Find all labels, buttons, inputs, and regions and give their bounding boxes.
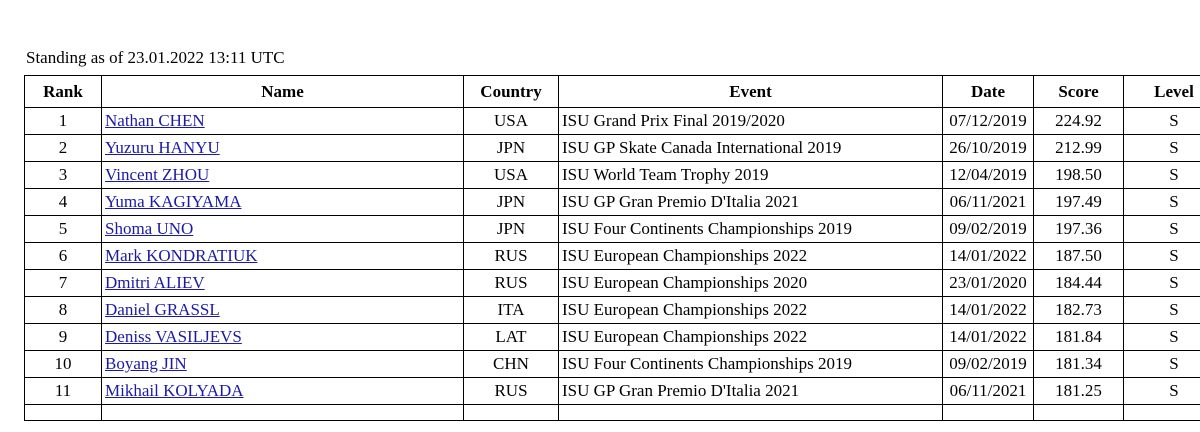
empty-cell (464, 405, 559, 421)
rank-cell: 11 (25, 378, 102, 405)
column-header-country: Country (464, 76, 559, 108)
score-cell: 181.34 (1034, 351, 1124, 378)
name-cell (102, 189, 464, 216)
event-cell: ISU GP Gran Premio D'Italia 2021 (559, 378, 943, 405)
date-cell: 07/12/2019 (943, 108, 1034, 135)
event-cell: ISU GP Gran Premio D'Italia 2021 (559, 189, 943, 216)
country-cell: USA (464, 108, 559, 135)
empty-cell (1034, 405, 1124, 421)
level-cell: S (1124, 297, 1200, 324)
country-cell: JPN (464, 189, 559, 216)
score-cell: 198.50 (1034, 162, 1124, 189)
level-cell: S (1124, 216, 1200, 243)
empty-cell (943, 405, 1034, 421)
score-cell: 197.36 (1034, 216, 1124, 243)
country-cell: JPN (464, 135, 559, 162)
table-row (25, 216, 1200, 243)
skater-name-link[interactable]: Daniel GRASSL (105, 300, 220, 319)
name-cell (102, 108, 464, 135)
column-header-level: Level (1124, 76, 1200, 108)
country-cell: USA (464, 162, 559, 189)
table-row (25, 270, 1200, 297)
skater-name-link[interactable]: Deniss VASILJEVS (105, 327, 242, 346)
score-cell: 181.25 (1034, 378, 1124, 405)
score-cell: 181.84 (1034, 324, 1124, 351)
name-cell (102, 162, 464, 189)
rank-cell: 8 (25, 297, 102, 324)
country-cell: ITA (464, 297, 559, 324)
event-cell: ISU Four Continents Championships 2019 (559, 216, 943, 243)
empty-cell (1124, 405, 1200, 421)
skater-name-link[interactable]: Mikhail KOLYADA (105, 381, 244, 400)
rank-cell: 1 (25, 108, 102, 135)
column-header-score: Score (1034, 76, 1124, 108)
level-cell: S (1124, 108, 1200, 135)
empty-cell (559, 405, 943, 421)
date-cell: 14/01/2022 (943, 297, 1034, 324)
name-cell (102, 243, 464, 270)
rank-cell: 7 (25, 270, 102, 297)
event-cell: ISU European Championships 2020 (559, 270, 943, 297)
score-cell: 182.73 (1034, 297, 1124, 324)
level-cell: S (1124, 135, 1200, 162)
skater-name-link[interactable]: Dmitri ALIEV (105, 273, 205, 292)
country-cell: RUS (464, 378, 559, 405)
name-cell (102, 351, 464, 378)
score-cell: 184.44 (1034, 270, 1124, 297)
table-row (25, 162, 1200, 189)
rank-cell: 6 (25, 243, 102, 270)
date-cell: 23/01/2020 (943, 270, 1034, 297)
level-cell: S (1124, 378, 1200, 405)
table-row (25, 324, 1200, 351)
name-cell (102, 297, 464, 324)
standings-table (24, 75, 1200, 421)
table-row (25, 243, 1200, 270)
event-cell: ISU World Team Trophy 2019 (559, 162, 943, 189)
level-cell: S (1124, 351, 1200, 378)
column-header-name: Name (102, 76, 464, 108)
score-cell: 187.50 (1034, 243, 1124, 270)
level-cell: S (1124, 324, 1200, 351)
rank-cell: 3 (25, 162, 102, 189)
level-cell: S (1124, 162, 1200, 189)
score-cell: 212.99 (1034, 135, 1124, 162)
table-row-partial (25, 405, 1200, 421)
date-cell: 06/11/2021 (943, 189, 1034, 216)
event-cell: ISU European Championships 2022 (559, 324, 943, 351)
country-cell: CHN (464, 351, 559, 378)
score-cell: 197.49 (1034, 189, 1124, 216)
skater-name-link[interactable]: Yuma KAGIYAMA (105, 192, 242, 211)
event-cell: ISU European Championships 2022 (559, 297, 943, 324)
column-header-event: Event (559, 76, 943, 108)
rank-cell: 2 (25, 135, 102, 162)
rank-cell: 10 (25, 351, 102, 378)
table-row (25, 351, 1200, 378)
country-cell: RUS (464, 243, 559, 270)
rank-cell: 9 (25, 324, 102, 351)
table-row (25, 108, 1200, 135)
name-cell (102, 324, 464, 351)
skater-name-link[interactable]: Nathan CHEN (105, 111, 205, 130)
level-cell: S (1124, 243, 1200, 270)
skater-name-link[interactable]: Mark KONDRATIUK (105, 246, 258, 265)
name-cell (102, 378, 464, 405)
name-cell (102, 270, 464, 297)
date-cell: 26/10/2019 (943, 135, 1034, 162)
table-row (25, 378, 1200, 405)
event-cell: ISU Grand Prix Final 2019/2020 (559, 108, 943, 135)
skater-name-link[interactable]: Yuzuru HANYU (105, 138, 220, 157)
skater-name-link[interactable]: Vincent ZHOU (105, 165, 210, 184)
name-cell (102, 216, 464, 243)
name-cell (102, 135, 464, 162)
level-cell: S (1124, 189, 1200, 216)
country-cell: JPN (464, 216, 559, 243)
event-cell: ISU Four Continents Championships 2019 (559, 351, 943, 378)
event-cell: ISU European Championships 2022 (559, 243, 943, 270)
date-cell: 09/02/2019 (943, 351, 1034, 378)
event-cell: ISU GP Skate Canada International 2019 (559, 135, 943, 162)
table-row (25, 297, 1200, 324)
date-cell: 12/04/2019 (943, 162, 1034, 189)
rank-cell: 5 (25, 216, 102, 243)
rank-cell: 4 (25, 189, 102, 216)
table-row (25, 135, 1200, 162)
column-header-rank: Rank (25, 76, 102, 108)
country-cell: RUS (464, 270, 559, 297)
date-cell: 09/02/2019 (943, 216, 1034, 243)
level-cell: S (1124, 270, 1200, 297)
skater-name-link[interactable]: Boyang JIN (105, 354, 187, 373)
empty-cell (102, 405, 464, 421)
header-row (25, 76, 1200, 108)
country-cell: LAT (464, 324, 559, 351)
table-row (25, 189, 1200, 216)
column-header-date: Date (943, 76, 1034, 108)
table-body (25, 108, 1200, 421)
date-cell: 14/01/2022 (943, 324, 1034, 351)
score-cell: 224.92 (1034, 108, 1124, 135)
standing-caption: Standing as of 23.01.2022 13:11 UTC (26, 48, 285, 67)
date-cell: 06/11/2021 (943, 378, 1034, 405)
date-cell: 14/01/2022 (943, 243, 1034, 270)
empty-cell (25, 405, 102, 421)
skater-name-link[interactable]: Shoma UNO (105, 219, 194, 238)
